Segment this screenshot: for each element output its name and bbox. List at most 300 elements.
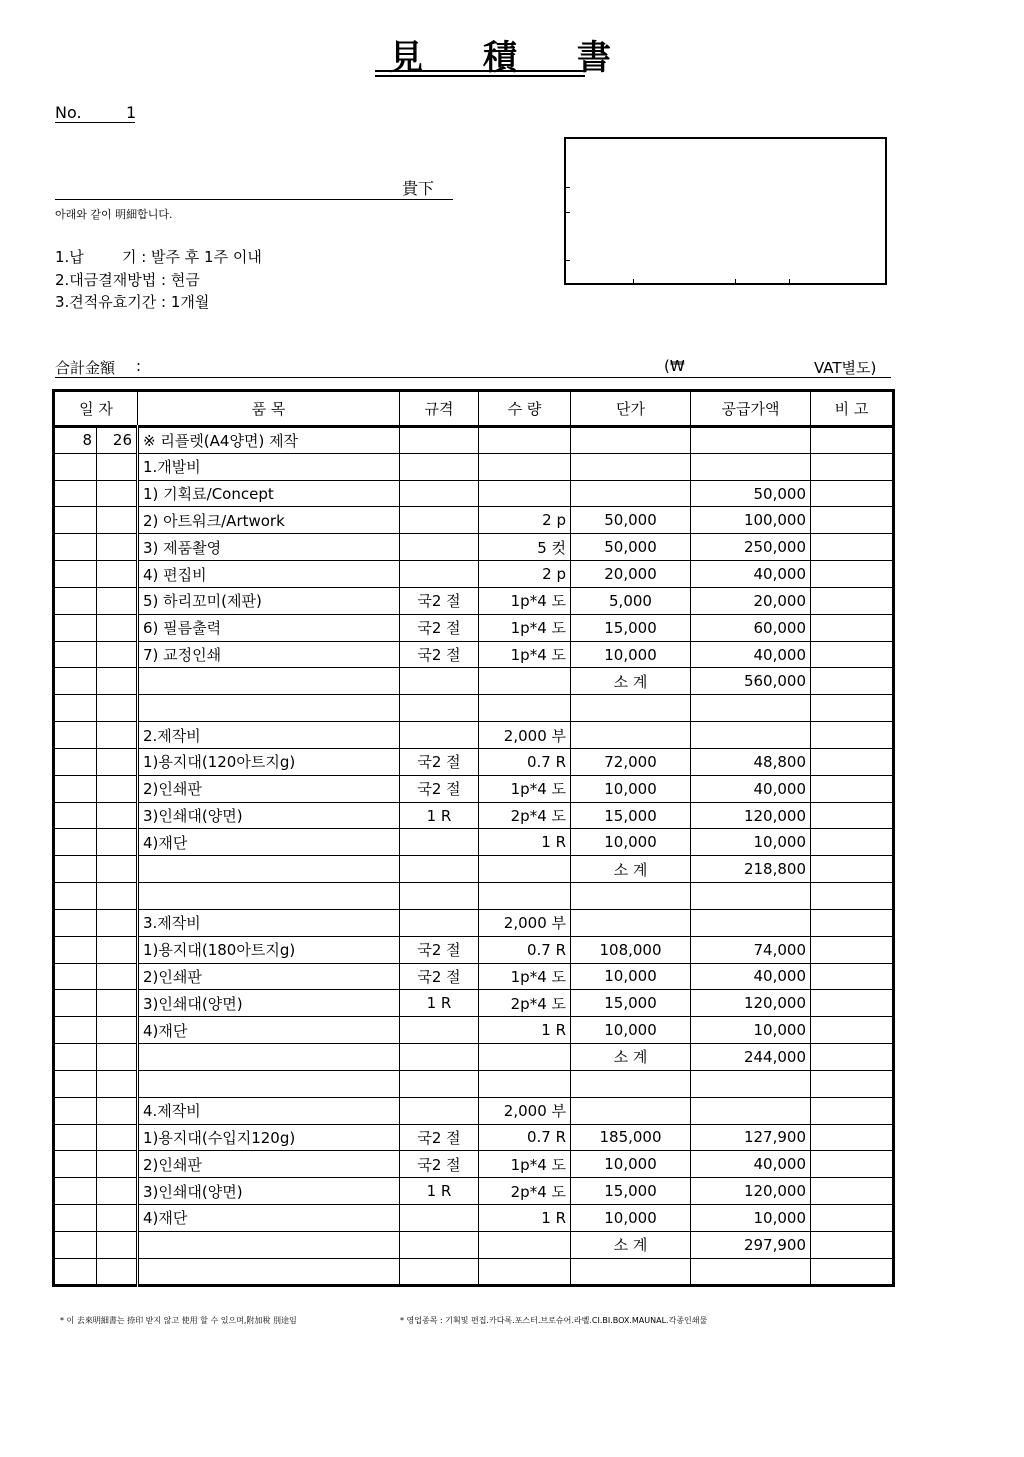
cell-note	[811, 561, 894, 588]
cell-item: 1)용지대(수입지120g)	[138, 1124, 400, 1151]
table-header	[54, 391, 894, 427]
cell-supply-amount	[691, 695, 811, 722]
cell-day	[97, 936, 138, 963]
cell-spec: 국2 절	[400, 1151, 479, 1178]
cell-item: ※ 리플렛(A4양면) 제작	[138, 427, 400, 454]
cell-note	[811, 614, 894, 641]
cell-item: 1.개발비	[138, 453, 400, 480]
cell-day	[97, 587, 138, 614]
cell-item: 2.제작비	[138, 722, 400, 749]
cell-note	[811, 1205, 894, 1232]
cell-supply-amount	[691, 453, 811, 480]
cell-qty: 2 p	[479, 561, 571, 588]
cell-unit-price	[571, 722, 691, 749]
cell-unit-price: 72,000	[571, 748, 691, 775]
cell-note	[811, 507, 894, 534]
cell-supply-amount: 74,000	[691, 936, 811, 963]
cell-note	[811, 963, 894, 990]
cell-qty: 1p*4 도	[479, 1151, 571, 1178]
cell-qty	[479, 1044, 571, 1071]
cell-day: 26	[97, 427, 138, 454]
cell-month: 8	[54, 427, 97, 454]
cell-unit-price: 10,000	[571, 963, 691, 990]
cell-spec	[400, 695, 479, 722]
cell-day	[97, 775, 138, 802]
cell-spec	[400, 1097, 479, 1124]
cell-spec	[400, 561, 479, 588]
table-row	[54, 775, 894, 802]
cell-spec: 국2 절	[400, 748, 479, 775]
cell-qty	[479, 453, 571, 480]
cell-item: 3)인쇄대(양면)	[138, 802, 400, 829]
cell-item	[138, 856, 400, 883]
cell-day	[97, 614, 138, 641]
cell-item: 3) 제품촬영	[138, 534, 400, 561]
cell-item: 3)인쇄대(양면)	[138, 1178, 400, 1205]
cell-item: 4) 편집비	[138, 561, 400, 588]
cell-month	[54, 1258, 97, 1285]
cell-supply-amount: 120,000	[691, 802, 811, 829]
cell-month	[54, 453, 97, 480]
cell-spec	[400, 534, 479, 561]
cell-month	[54, 1044, 97, 1071]
header-unit-price: 단가	[571, 391, 691, 427]
table-row	[54, 427, 894, 454]
cell-qty: 1p*4 도	[479, 775, 571, 802]
cell-day	[97, 1178, 138, 1205]
cell-note	[811, 1178, 894, 1205]
table-row	[54, 963, 894, 990]
cell-note	[811, 883, 894, 910]
cell-item	[138, 1044, 400, 1071]
cell-qty	[479, 883, 571, 910]
cell-day	[97, 561, 138, 588]
table-row	[54, 668, 894, 695]
cell-qty: 1 R	[479, 1205, 571, 1232]
cell-month	[54, 534, 97, 561]
cell-spec	[400, 722, 479, 749]
cell-item	[138, 883, 400, 910]
cell-note	[811, 802, 894, 829]
cell-month	[54, 802, 97, 829]
cell-spec	[400, 1017, 479, 1044]
cell-day	[97, 480, 138, 507]
cell-spec	[400, 427, 479, 454]
intro-text: 아래와 같이 明細합니다.	[55, 208, 173, 221]
cell-item: 4)재단	[138, 1017, 400, 1044]
cell-unit-price: 15,000	[571, 802, 691, 829]
cell-supply-amount	[691, 1070, 811, 1097]
cell-unit-price: 15,000	[571, 614, 691, 641]
cell-note	[811, 427, 894, 454]
cell-spec	[400, 883, 479, 910]
cell-note	[811, 1258, 894, 1285]
table-row	[54, 614, 894, 641]
cell-day	[97, 668, 138, 695]
cell-note	[811, 1017, 894, 1044]
cell-qty	[479, 1070, 571, 1097]
cell-note	[811, 1097, 894, 1124]
cell-supply-amount	[691, 883, 811, 910]
cell-qty: 2p*4 도	[479, 802, 571, 829]
header-qty: 수 량	[479, 391, 571, 427]
cell-month	[54, 909, 97, 936]
table-row	[54, 1097, 894, 1124]
cell-note	[811, 587, 894, 614]
cell-month	[54, 990, 97, 1017]
cell-supply-amount: 244,000	[691, 1044, 811, 1071]
cell-supply-amount	[691, 1097, 811, 1124]
header-note: 비 고	[811, 391, 894, 427]
cell-item	[138, 1258, 400, 1285]
cell-supply-amount: 40,000	[691, 963, 811, 990]
cell-item: 4)재단	[138, 1205, 400, 1232]
table-row	[54, 1231, 894, 1258]
no-underline	[55, 122, 135, 123]
cell-unit-price	[571, 480, 691, 507]
cell-note	[811, 1070, 894, 1097]
cell-item: 2) 아트워크/Artwork	[138, 507, 400, 534]
cell-item	[138, 1231, 400, 1258]
table-row	[54, 695, 894, 722]
estimate-table	[52, 389, 895, 1287]
cell-day	[97, 507, 138, 534]
cell-unit-price	[571, 1070, 691, 1097]
recipient-line	[55, 199, 453, 200]
cell-item: 2)인쇄판	[138, 775, 400, 802]
cell-supply-amount: 297,900	[691, 1231, 811, 1258]
cell-day	[97, 1070, 138, 1097]
cell-supply-amount: 127,900	[691, 1124, 811, 1151]
cell-spec: 1 R	[400, 1178, 479, 1205]
cell-unit-price: 소 계	[571, 668, 691, 695]
cell-month	[54, 1017, 97, 1044]
total-underline	[55, 377, 891, 378]
cell-day	[97, 1205, 138, 1232]
cell-note	[811, 695, 894, 722]
no-value: 1	[126, 103, 137, 122]
cell-item	[138, 695, 400, 722]
table-row	[54, 1178, 894, 1205]
cell-note	[811, 1151, 894, 1178]
table-row	[54, 1044, 894, 1071]
cell-item: 4)재단	[138, 829, 400, 856]
table-row	[54, 587, 894, 614]
cell-spec	[400, 1231, 479, 1258]
cell-note	[811, 936, 894, 963]
cell-supply-amount	[691, 1258, 811, 1285]
footnote-right: * 영업종목 : 기획및 편집.카다록.포스터.브로슈어.라벨.CI.BI.BOX.MAUNAL.각종인쇄물	[400, 1316, 708, 1325]
cell-qty	[479, 695, 571, 722]
cell-note	[811, 990, 894, 1017]
cell-note	[811, 480, 894, 507]
cell-supply-amount: 120,000	[691, 990, 811, 1017]
cell-unit-price: 소 계	[571, 1044, 691, 1071]
company-stamp-box	[564, 137, 887, 285]
cell-month	[54, 668, 97, 695]
cell-unit-price: 108,000	[571, 936, 691, 963]
cell-qty	[479, 856, 571, 883]
cell-spec: 1 R	[400, 802, 479, 829]
cell-note	[811, 1124, 894, 1151]
table-row	[54, 561, 894, 588]
cell-item: 3.제작비	[138, 909, 400, 936]
cell-month	[54, 695, 97, 722]
table-row	[54, 829, 894, 856]
cell-spec	[400, 1044, 479, 1071]
cell-unit-price: 10,000	[571, 1017, 691, 1044]
table-row	[54, 534, 894, 561]
cell-spec: 국2 절	[400, 1124, 479, 1151]
cell-spec: 1 R	[400, 990, 479, 1017]
title-underline	[375, 75, 585, 77]
cell-note	[811, 856, 894, 883]
cell-supply-amount: 10,000	[691, 829, 811, 856]
cell-month	[54, 775, 97, 802]
cell-supply-amount: 40,000	[691, 1151, 811, 1178]
cell-item: 1)용지대(180아트지g)	[138, 936, 400, 963]
cell-spec	[400, 909, 479, 936]
cell-supply-amount: 560,000	[691, 668, 811, 695]
cell-note	[811, 909, 894, 936]
cell-month	[54, 1178, 97, 1205]
cell-qty: 2,000 부	[479, 1097, 571, 1124]
cell-month	[54, 1231, 97, 1258]
cell-spec	[400, 507, 479, 534]
cell-day	[97, 909, 138, 936]
condition-delivery: 1.납 기 : 발주 후 1주 이내	[55, 248, 262, 266]
cell-item: 7) 교정인쇄	[138, 641, 400, 668]
cell-note	[811, 668, 894, 695]
cell-qty: 1p*4 도	[479, 963, 571, 990]
cell-unit-price: 50,000	[571, 507, 691, 534]
cell-qty: 1p*4 도	[479, 641, 571, 668]
cell-day	[97, 829, 138, 856]
table-row	[54, 1151, 894, 1178]
cell-supply-amount: 10,000	[691, 1017, 811, 1044]
cell-unit-price: 15,000	[571, 990, 691, 1017]
cell-qty: 2p*4 도	[479, 1178, 571, 1205]
condition-validity: 3.견적유효기간 : 1개월	[55, 293, 210, 311]
table-row	[54, 1258, 894, 1285]
cell-day	[97, 1231, 138, 1258]
cell-supply-amount: 48,800	[691, 748, 811, 775]
cell-day	[97, 856, 138, 883]
cell-month	[54, 1070, 97, 1097]
cell-unit-price: 50,000	[571, 534, 691, 561]
table-row	[54, 990, 894, 1017]
table-row	[54, 641, 894, 668]
cell-qty	[479, 480, 571, 507]
cell-note	[811, 775, 894, 802]
cell-spec: 국2 절	[400, 936, 479, 963]
table-row	[54, 856, 894, 883]
cell-day	[97, 802, 138, 829]
cell-qty: 2,000 부	[479, 909, 571, 936]
header-date: 일 자	[54, 391, 138, 427]
cell-month	[54, 561, 97, 588]
title-underline	[375, 70, 585, 72]
cell-qty: 1p*4 도	[479, 614, 571, 641]
cell-day	[97, 883, 138, 910]
cell-note	[811, 748, 894, 775]
cell-item: 1)용지대(120아트지g)	[138, 748, 400, 775]
cell-supply-amount: 40,000	[691, 641, 811, 668]
cell-qty: 1 R	[479, 829, 571, 856]
table-row	[54, 1205, 894, 1232]
cell-spec: 국2 절	[400, 614, 479, 641]
cell-item: 3)인쇄대(양면)	[138, 990, 400, 1017]
cell-unit-price: 10,000	[571, 775, 691, 802]
cell-day	[97, 990, 138, 1017]
cell-item: 1) 기획료/Concept	[138, 480, 400, 507]
cell-note	[811, 722, 894, 749]
cell-qty	[479, 1258, 571, 1285]
cell-unit-price	[571, 1258, 691, 1285]
cell-item	[138, 1070, 400, 1097]
cell-supply-amount: 120,000	[691, 1178, 811, 1205]
cell-note	[811, 1044, 894, 1071]
cell-supply-amount: 10,000	[691, 1205, 811, 1232]
cell-spec	[400, 856, 479, 883]
cell-month	[54, 883, 97, 910]
cell-item: 2)인쇄판	[138, 1151, 400, 1178]
condition-payment: 2.대금결재방법 : 현금	[55, 271, 200, 289]
cell-qty: 0.7 R	[479, 1124, 571, 1151]
cell-supply-amount: 60,000	[691, 614, 811, 641]
cell-supply-amount: 40,000	[691, 775, 811, 802]
table-row	[54, 883, 894, 910]
cell-day	[97, 1151, 138, 1178]
cell-spec: 국2 절	[400, 587, 479, 614]
cell-unit-price	[571, 909, 691, 936]
currency-mark: (₩	[664, 357, 685, 375]
header-spec: 규격	[400, 391, 479, 427]
total-colon: :	[136, 357, 142, 375]
cell-day	[97, 722, 138, 749]
table-row	[54, 936, 894, 963]
cell-qty	[479, 427, 571, 454]
cell-spec: 국2 절	[400, 641, 479, 668]
cell-note	[811, 534, 894, 561]
cell-unit-price	[571, 695, 691, 722]
cell-unit-price: 소 계	[571, 1231, 691, 1258]
cell-supply-amount	[691, 909, 811, 936]
cell-day	[97, 534, 138, 561]
cell-unit-price: 소 계	[571, 856, 691, 883]
total-amount-label: 合計金額	[55, 359, 116, 377]
cell-spec: 국2 절	[400, 963, 479, 990]
document-title: 見 積 書	[389, 38, 635, 78]
cell-qty: 1p*4 도	[479, 587, 571, 614]
table-row	[54, 722, 894, 749]
cell-unit-price: 185,000	[571, 1124, 691, 1151]
cell-unit-price: 20,000	[571, 561, 691, 588]
cell-month	[54, 1205, 97, 1232]
cell-qty	[479, 668, 571, 695]
no-label: No.	[55, 103, 82, 122]
cell-unit-price	[571, 453, 691, 480]
cell-day	[97, 1258, 138, 1285]
cell-spec	[400, 453, 479, 480]
cell-day	[97, 748, 138, 775]
table-row	[54, 1070, 894, 1097]
cell-note	[811, 453, 894, 480]
cell-spec	[400, 668, 479, 695]
cell-month	[54, 829, 97, 856]
cell-qty: 0.7 R	[479, 936, 571, 963]
recipient-suffix: 貴下	[402, 179, 435, 198]
cell-day	[97, 1097, 138, 1124]
table-row	[54, 1124, 894, 1151]
table-row	[54, 802, 894, 829]
cell-qty: 2 p	[479, 507, 571, 534]
cell-unit-price: 5,000	[571, 587, 691, 614]
cell-day	[97, 963, 138, 990]
cell-supply-amount: 20,000	[691, 587, 811, 614]
cell-day	[97, 1124, 138, 1151]
cell-month	[54, 587, 97, 614]
cell-spec: 국2 절	[400, 775, 479, 802]
cell-month	[54, 748, 97, 775]
cell-spec	[400, 829, 479, 856]
cell-spec	[400, 1258, 479, 1285]
cell-unit-price: 10,000	[571, 1151, 691, 1178]
cell-qty: 0.7 R	[479, 748, 571, 775]
cell-supply-amount	[691, 427, 811, 454]
cell-qty: 2,000 부	[479, 722, 571, 749]
cell-qty: 2p*4 도	[479, 990, 571, 1017]
cell-item: 6) 필름출력	[138, 614, 400, 641]
cell-note	[811, 641, 894, 668]
cell-day	[97, 453, 138, 480]
table-row	[54, 1017, 894, 1044]
cell-month	[54, 963, 97, 990]
cell-month	[54, 856, 97, 883]
table-row	[54, 480, 894, 507]
cell-qty: 5 컷	[479, 534, 571, 561]
header-supply-amount: 공급가액	[691, 391, 811, 427]
cell-qty: 1 R	[479, 1017, 571, 1044]
cell-note	[811, 829, 894, 856]
cell-unit-price	[571, 427, 691, 454]
cell-month	[54, 1124, 97, 1151]
cell-spec	[400, 1205, 479, 1232]
cell-month	[54, 722, 97, 749]
cell-supply-amount	[691, 722, 811, 749]
cell-note	[811, 1231, 894, 1258]
cell-month	[54, 641, 97, 668]
cell-supply-amount: 40,000	[691, 561, 811, 588]
cell-month	[54, 507, 97, 534]
cell-supply-amount: 250,000	[691, 534, 811, 561]
table-row	[54, 507, 894, 534]
footnote-left: * 이 去來明細書는 捺印 받지 않고 使用 할 수 있으며,附加稅 別途임	[60, 1316, 297, 1325]
cell-supply-amount: 218,800	[691, 856, 811, 883]
cell-month	[54, 1097, 97, 1124]
cell-month	[54, 614, 97, 641]
cell-unit-price	[571, 883, 691, 910]
cell-day	[97, 641, 138, 668]
cell-qty	[479, 1231, 571, 1258]
table-row	[54, 748, 894, 775]
cell-month	[54, 480, 97, 507]
cell-unit-price: 10,000	[571, 1205, 691, 1232]
header-item: 품 목	[138, 391, 400, 427]
cell-spec	[400, 1070, 479, 1097]
cell-month	[54, 936, 97, 963]
cell-unit-price	[571, 1097, 691, 1124]
